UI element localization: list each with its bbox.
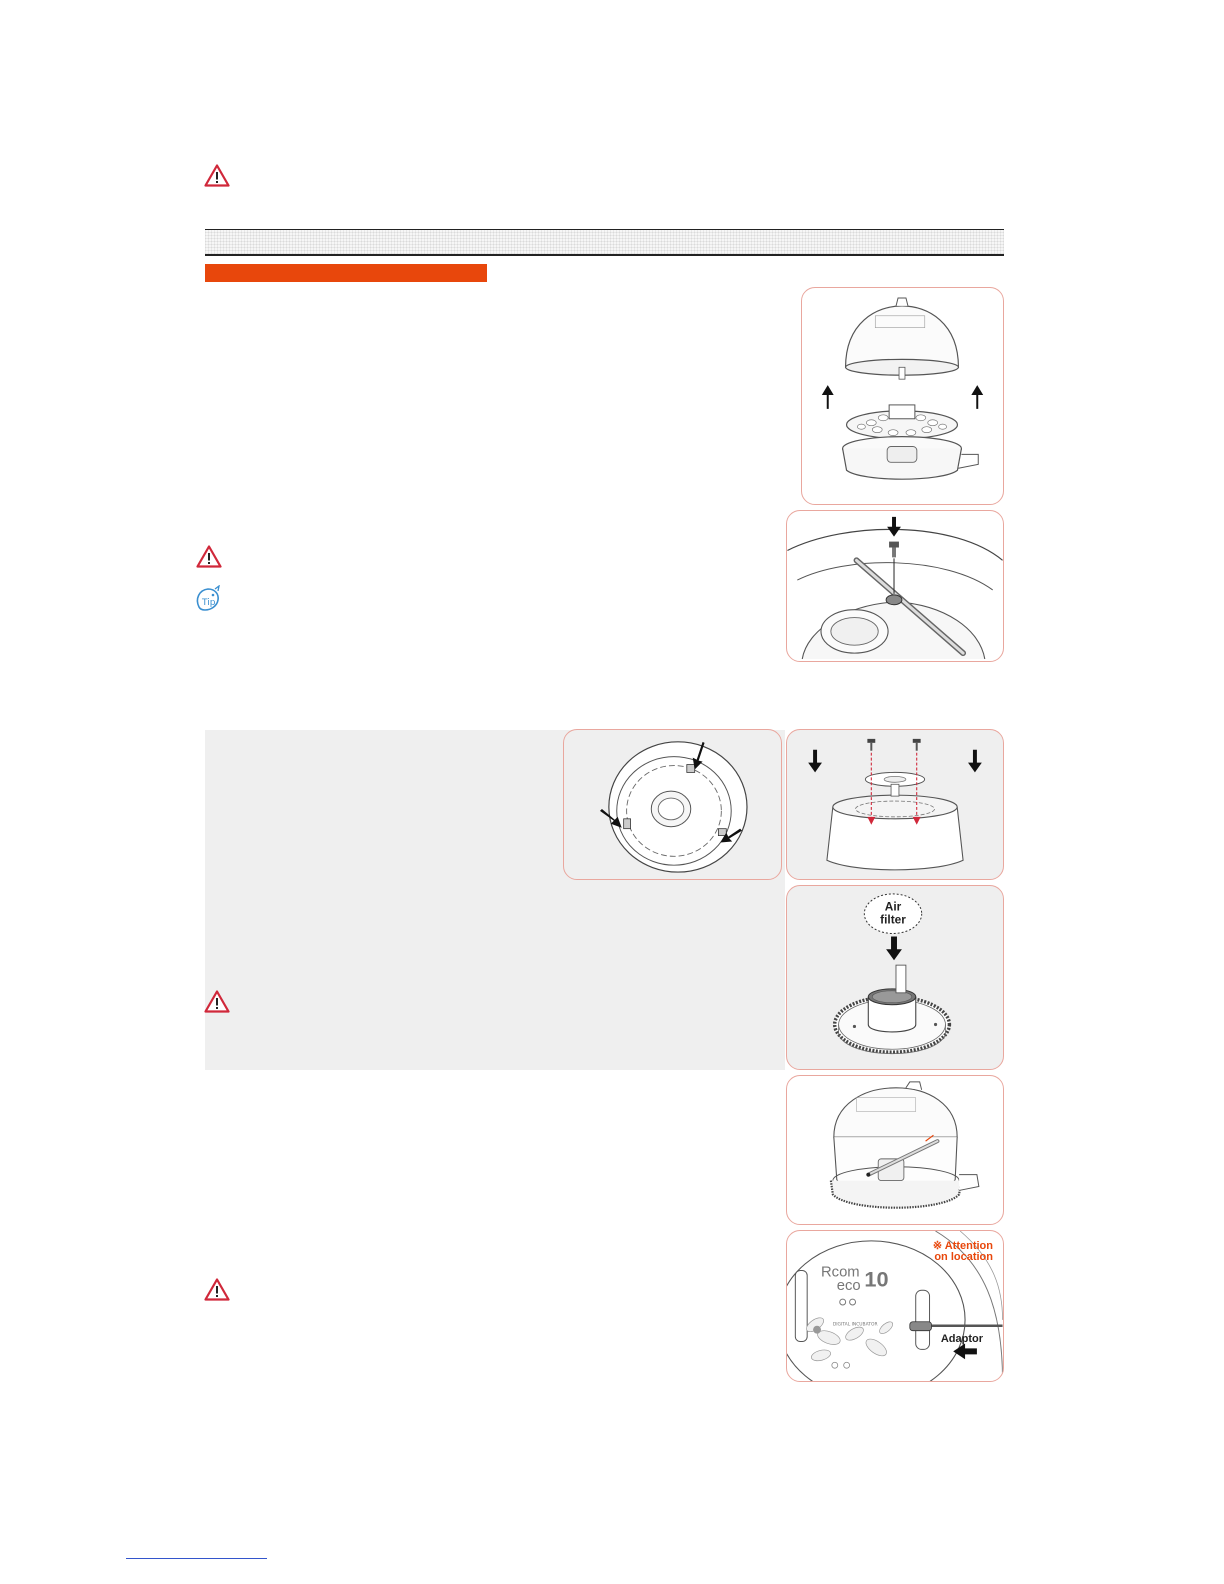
air-filter-label-line2: filter [880,912,906,927]
svg-text:Tip: Tip [202,598,216,608]
sensor-screw-illustration [787,511,1003,661]
air-filter-label-line1: Air [884,899,902,914]
assembled-incubator-illustration [787,1076,1003,1224]
brand-line2: eco [836,1278,861,1295]
figure-ring-clips [563,729,782,880]
brand-line1: Rcom [820,1264,860,1281]
air-filter-illustration [787,886,1003,1069]
attention-line2: on location [934,1251,993,1263]
warning-icon [204,164,230,187]
figure-open-lid [801,287,1004,505]
figure-sensor-screw [786,510,1004,662]
section-header-band [205,229,1004,256]
figure-air-filter [786,885,1004,1070]
device-caption: DIGITAL INCUBATOR [832,1322,878,1328]
warning-icon [204,1278,230,1301]
brand-number: 10 [864,1266,889,1292]
figure-power-adaptor [786,1230,1004,1382]
ring-clips-illustration [564,730,781,879]
adaptor-label: Adaptor [940,1333,983,1345]
footnote-separator [126,1558,267,1559]
attention-line1: ※ Attention [932,1240,993,1252]
section-title-bar [205,264,487,282]
warning-icon [204,990,230,1013]
figure-lid-screws [786,729,1004,880]
attention-location-callout [933,1241,993,1263]
open-lid-illustration [802,288,1003,504]
lid-screws-illustration [787,730,1003,879]
figure-assembled-incubator [786,1075,1004,1225]
tip-bird-icon [193,585,223,613]
warning-icon [196,545,222,568]
